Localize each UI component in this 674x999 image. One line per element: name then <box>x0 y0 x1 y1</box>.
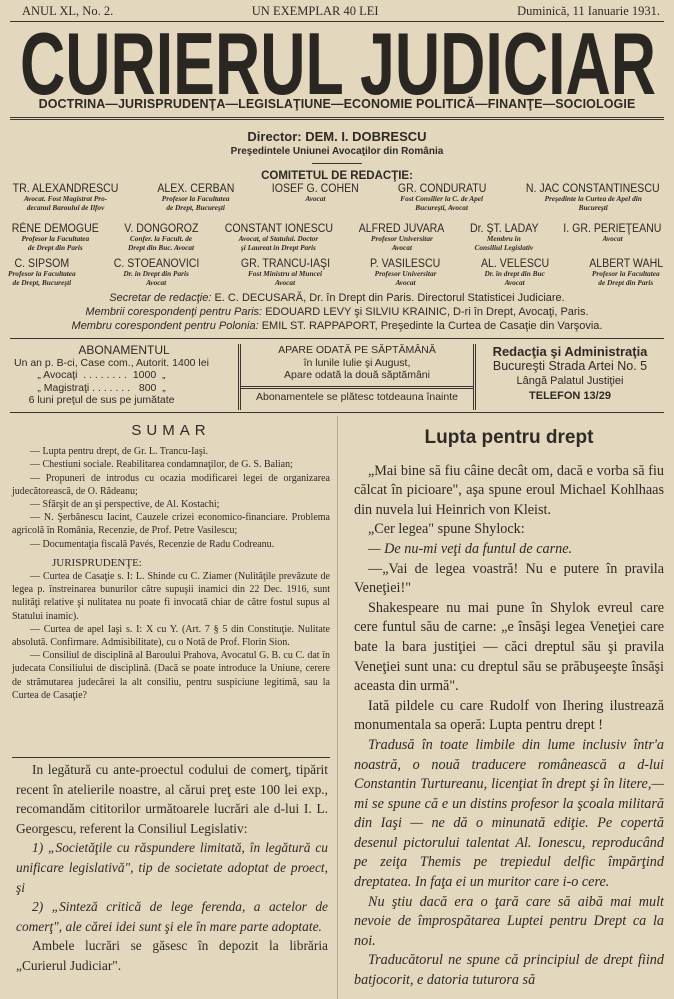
divider <box>10 21 664 22</box>
jurisprudence-item: — Consiliul de disciplină al Baroului Prahova, Avocatul G. B. cu C. dat în judecata Consiliului de disciplină. (Dacă se poate introduce la Uniune, cerere de strămutarea judecărei la alt consiliu, pentru suspiciune legitimă, sau la Curtea de Casaţie? <box>12 650 330 701</box>
committee-member <box>220 223 338 252</box>
poland-label: Membru corespondent pentru Polonia: <box>71 320 259 332</box>
subscription-line: Un an p. B-ci, Case com., Autorit. 1400 lei <box>14 356 209 369</box>
issue-number: ANUL XL, No. 2. <box>22 4 114 18</box>
payment-note: Abonamentele se plătesc totdeauna înainte <box>256 390 458 403</box>
subscription-line: 6 luni preţul de sus pe jumătate <box>14 394 175 406</box>
member-role: Confer. la Facult. de <box>129 234 193 243</box>
office-heading: Redacţia şi Administraţia <box>492 344 648 359</box>
jurisprudence-item: — Curtea de Casaţie s. I: L. Shinde cu C. Ziamer (Nulităţile prevăzute de legea p. înstreinarea bunurilor către supuşii inamici din 22 Dec. 1916, sunt nulităţi relative şi nulitatea nu poate fi invocată chiar de către fostul supus al Statului inamic). <box>12 571 330 622</box>
subscription-box <box>10 344 238 410</box>
member-role: Avocat <box>274 277 296 287</box>
divider <box>10 338 664 339</box>
office-landmark: Lângă Palatul Justiţiei <box>516 375 624 387</box>
article-paragraph: — De nu-mi veţi da funtul de carne. <box>368 540 573 557</box>
paris-members: EDOUARD LEVY şi SILVIU KRAINIC, D-ri în Drept, Avocaţi, Paris. <box>265 306 589 318</box>
committee-member <box>154 183 238 212</box>
member-role: Profesor Universitar <box>374 269 437 278</box>
member-role: Avocat. Fost Magistrat Pro- <box>23 194 108 203</box>
notice-paragraph: 2) „Sinteză critică de lege ferenda, a actelor de comerţ", ale cărei idei sunt şi ele în mare parte adoptate. <box>16 899 328 934</box>
committee-member <box>237 258 334 287</box>
committee-member <box>394 183 490 212</box>
member-role: de Drept, Bucureşti <box>12 277 72 287</box>
divider <box>12 757 330 758</box>
member-name: N. JAC CONSTANTINESCU <box>526 183 661 195</box>
committee-member <box>121 223 202 252</box>
member-name: Dr. ŞT. LADAY <box>469 223 539 235</box>
member-name: RÉNE DEMOGUE <box>11 223 99 235</box>
jurisprudence-item: — Curtea de apel Iaşi s. I: X cu Y. (Art. 7 § 5 din Constituţie. Nulitate absolută. Confirmare. Admisibilitate), cu o Notă de Prof. Florin Sion. <box>12 623 330 649</box>
lead-article <box>354 428 664 991</box>
member-role: de Drept din Paris <box>598 277 654 287</box>
office-box <box>476 344 664 410</box>
member-name: P. VASILESCU <box>370 258 441 270</box>
frequency-box <box>238 344 476 410</box>
member-name: V. DONGOROZ <box>123 223 199 235</box>
director-title: Preşedintele Uniunei Avocaţilor din România <box>230 146 444 157</box>
member-role: Avocat <box>602 234 623 243</box>
committee-member <box>520 183 665 212</box>
member-name: AL. VELESCU <box>480 258 549 270</box>
committee-member <box>467 223 542 252</box>
committee-row <box>8 258 666 287</box>
paris-members-line <box>0 306 674 318</box>
committee-heading: COMITETUL DE REDACŢIE: <box>261 170 413 182</box>
member-role: Avocat, al Statului. Doctor <box>238 234 319 243</box>
member-role: de Drept, Bucureşti <box>166 202 225 212</box>
info-boxes <box>10 344 664 410</box>
committee-member <box>8 183 123 212</box>
committee-row <box>8 223 666 252</box>
member-role: Bucureşti, Avocat <box>415 202 468 212</box>
member-role: Drept din Buc. Avocat <box>128 242 195 252</box>
article-paragraph: —„Vai de legea voastră! Nu e putere în pravila Veneţiei!" <box>354 560 664 597</box>
member-role: Consiliul Legislativ <box>474 242 534 252</box>
summary-item: — N. Şerbănescu Iacint, Cauzele crizei economico-financiare. Problema agricolă în România, Recenzie, de Prof. Petre Vasilescu; <box>12 512 330 537</box>
secretary-label: Secretar de redacţie: <box>109 292 212 304</box>
member-role: Profesor la Facultatea <box>591 269 660 278</box>
article-paragraph: Shakespeare nu mai pune în Shylok evreul care cere funtul său de carne: „e însăşi legea Veneţiei care bate la bara justiţiei — căci dreptul său şi pravila Veneţiei sunt una: cu dreptul său se prăbuşeeşte însăşi aceasta din urmă". <box>354 599 664 695</box>
article-paragraph: „Mai bine să fiu câine decât om, dacă e vorba să fiu călcat în picioare", aşa spune eroul Michael Kohlhaas din nuvela lui Heinrich von Kleist. <box>354 462 664 518</box>
article-paragraph: Iată pildele cu care Rudolf von Ihering ilustrează monumentala sa operă: Lupta pentru drept ! <box>354 697 664 734</box>
member-name: ALEX. CERBAN <box>157 183 235 195</box>
column-divider <box>337 416 338 999</box>
member-role: decanul Baroului de Ilfov <box>26 202 105 212</box>
member-name: C. STOEANOVICI <box>113 258 199 270</box>
member-role: Profesor la Facultatea <box>21 234 90 243</box>
committee-row <box>8 183 666 212</box>
member-role: Preşedinte la Curtea de Apel din <box>544 194 642 203</box>
issue-price: UN EXEMPLAR 40 LEI <box>251 4 379 18</box>
member-role: Fost Consilier la C. de Apel <box>400 194 484 203</box>
subscription-heading: ABONAMENTUL <box>78 343 170 357</box>
issue-date: Duminică, 11 Ianuarie 1931. <box>517 4 660 18</box>
committee-member <box>478 258 552 287</box>
member-role: Avocat <box>504 277 525 287</box>
member-role: Dr. in Drept din Paris <box>123 269 189 278</box>
member-role: Membru în <box>486 234 521 243</box>
summary-item: — Sfârşit de an şi perspective, de Al. Kostachi; <box>30 499 220 511</box>
member-name: IOSEF G. COHEN <box>271 183 359 195</box>
committee-member <box>559 223 666 252</box>
notice-article <box>16 760 328 976</box>
committee-member <box>367 258 443 287</box>
article-paragraph: Tradusă în toate limbile din lume inclusiv într'a noastră, o nouă traducere românească a d-lui Constantin Turtureanu, licenţiat în drept şi în litere,—mi se spune că e un distins profesor la şcoala militară din Iaşi — ne dă o minunată ediţie. Pe copertă desenul pictorului talentat Al. Ionescu, reproducând pe zeiţa Themis pe trepiedul delfic împărţind dreptatea. In faţa ei un muritor care i-o cere. <box>354 736 664 891</box>
poland-member: EMIL ST. RAPPAPORT, Preşedinte la Curtea de Casaţie din Varşovia. <box>261 320 603 332</box>
masthead-subtitle: DOCTRINA—JURISPRUDENŢA—LEGISLAŢIUNE—ECONOMIE POLITICĂ—FINANŢE—SOCIOLOGIE <box>38 97 636 111</box>
member-name: CONSTANT IONESCU <box>224 223 333 235</box>
member-role: Avocat <box>146 277 167 287</box>
committee-member <box>110 258 203 287</box>
member-name: ALFRED JUVARA <box>359 223 445 235</box>
summary-item: — Chestiuni sociale. Reabilitarea condamnaţilor, de G. S. Balian; <box>30 459 293 471</box>
member-role: de Drept din Paris <box>27 242 83 252</box>
masthead-title <box>18 26 658 100</box>
committee-member <box>268 183 363 212</box>
director: Director: DEM. I. DOBRESCU <box>247 129 427 144</box>
member-role: şi Laureat in Drept Paris <box>240 242 316 252</box>
committee-member <box>586 258 666 287</box>
summary-section <box>12 424 330 702</box>
article-paragraph: Traducătorul ne spune că principiul de drept fiind batjocorit, e datoria tuturora să <box>354 952 664 989</box>
office-address: Bucureşti Strada Artei No. 5 <box>492 359 648 373</box>
member-role: Avocat <box>305 194 326 203</box>
frequency-line: Apare odată la două săptămâni <box>284 369 430 381</box>
summary-item: — Lupta pentru drept, de Gr. L. Trancu-Iaşi. <box>30 446 209 458</box>
member-role: Profesor la Facultatea <box>8 269 76 278</box>
committee-member <box>355 223 448 252</box>
member-name: I. GR. PERIEŢEANU <box>563 223 662 235</box>
subscription-line: „ Avocaţi . . . . . . . . 1000 „ <box>14 369 166 381</box>
notice-paragraph: 1) „Societăţile cu răspundere limitată, în legătură cu unificare legislativă", tip de societate adoptat de proect, şi <box>16 840 328 895</box>
member-name: ALBERT WAHL <box>588 258 663 270</box>
poland-member-line <box>0 320 674 332</box>
notice-paragraph: In legătură cu ante-proectul codului de comerţ, tipărit recent în atelierile noastre, al cărui preţ este 100 lei exp., recomandăm cititorilor următoarele lucrări ale d-lui I. L. Georgescu, referent la Consiliul Legislativ: <box>16 762 328 836</box>
secretary-line <box>0 292 674 304</box>
frequency-heading: APARE ODATĂ PE SĂPTĂMÂNĂ <box>278 344 436 356</box>
committee-member <box>8 223 103 252</box>
member-role: Profesor la Facultatea <box>161 194 230 203</box>
notice-paragraph: Ambele lucrări se găsesc în depozit la librăria „Curierul Judiciar". <box>16 938 328 973</box>
svg-text:CURIERUL JUDICIAR: CURIERUL JUDICIAR <box>20 26 656 100</box>
member-role: Bucureşti <box>578 202 608 212</box>
divider <box>10 412 664 413</box>
member-role: Dr. în drept din Buc <box>484 269 545 278</box>
paris-label: Membrii corespondenţi pentru Paris: <box>85 306 263 318</box>
member-role: Profesor Universitar <box>371 234 433 243</box>
article-paragraph: Nu ştiu dacă era o ţară care să aibă mai mult nevoie de împrospătarea Luptei pentru Drept ca la noi. <box>354 893 664 949</box>
committee-member <box>8 258 76 287</box>
subscription-line: „ Magistraţi . . . . . . . 800 „ <box>14 381 166 394</box>
member-name: GR. CONDURATU <box>397 183 486 195</box>
article-title: Lupta pentru drept <box>424 427 594 448</box>
article-paragraph: „Cer legea" spune Shylock: <box>368 521 525 538</box>
divider <box>10 117 664 120</box>
office-phone: TELEFON 13/29 <box>529 390 611 402</box>
divider <box>312 163 362 164</box>
summary-item: — Documentaţia fiscală Pavés, Recenzie de Radu Codreanu. <box>30 538 275 550</box>
member-name: C. SIPSOM <box>14 258 70 270</box>
jurisprudence-heading: JURISPRUDENŢE: <box>52 556 142 569</box>
frequency-line: în lunile Iulie şi August, <box>303 356 411 369</box>
secretary: E. C. DECUSARĂ, Dr. în Drept din Paris. Directorul Statisticei Judiciare. <box>214 292 565 304</box>
member-role: Avocat <box>391 242 412 252</box>
member-role: Avocat <box>395 277 416 287</box>
member-name: TR. ALEXANDRESCU <box>12 183 119 195</box>
member-name: GR. TRANCU-IAŞI <box>240 258 330 270</box>
member-role: Fost Ministru al Muncei <box>248 269 323 278</box>
issue-bar <box>22 4 660 19</box>
summary-item: — Propuneri de introdus cu ocazia modificarei legei de organizarea judecătorească, de O. Rădeanu; <box>12 472 330 497</box>
summary-heading: SUMAR <box>131 422 211 439</box>
